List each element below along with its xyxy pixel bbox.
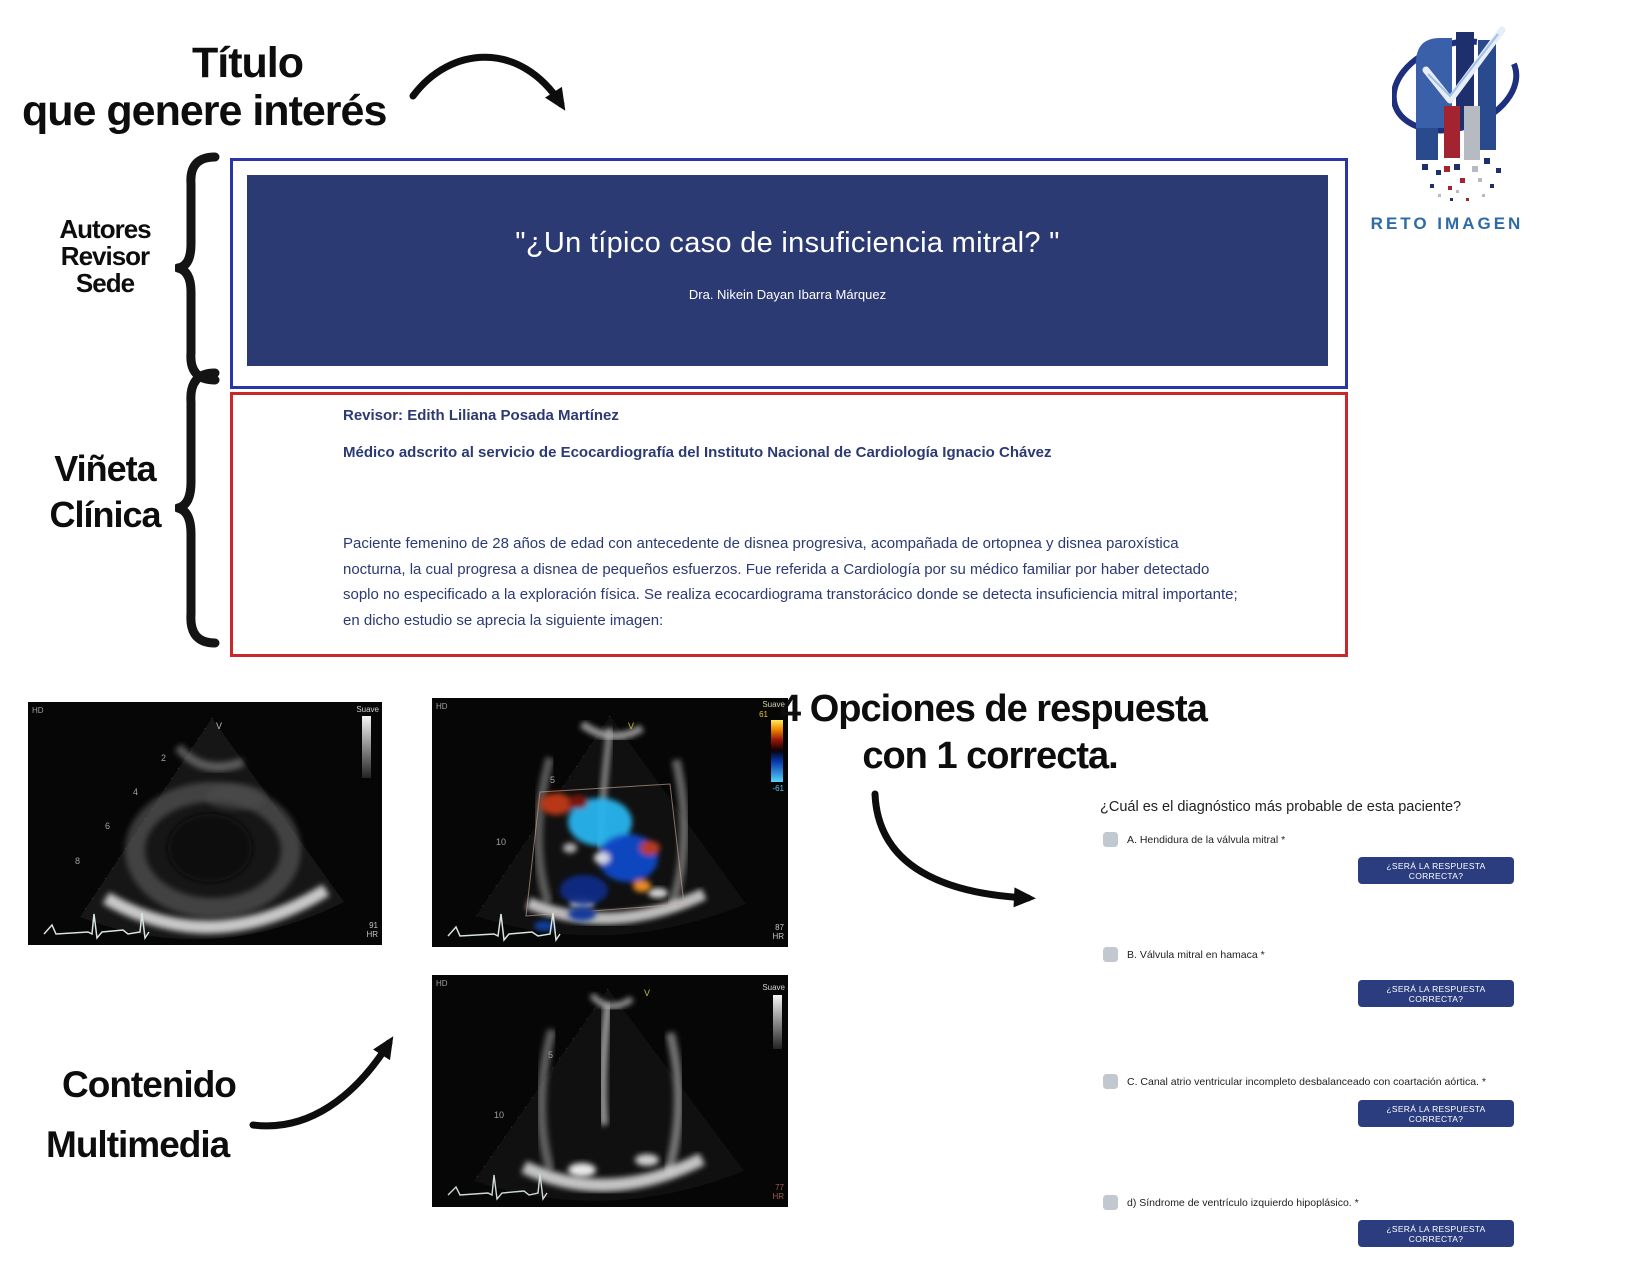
arrow-to-multimedia-icon xyxy=(243,1005,418,1140)
checkbox[interactable] xyxy=(1103,947,1118,962)
suave-label: Suave xyxy=(356,705,379,714)
arrow-to-options-icon xyxy=(850,782,1065,917)
reveal-answer-button-b[interactable]: ¿SERÁ LA RESPUESTA CORRECTA? xyxy=(1358,980,1514,1007)
depth-marker: 5 xyxy=(548,1050,554,1060)
brace-authors-icon xyxy=(175,152,223,385)
annotation-options-line1: 4 Opciones de respuesta xyxy=(780,688,1207,730)
hd-label: HD xyxy=(436,702,448,711)
reviewer-line: Revisor: Edith Liliana Posada Martínez xyxy=(343,407,619,424)
quiz-option-c xyxy=(1103,1073,1486,1089)
depth-marker: 10 xyxy=(496,837,507,847)
option-label: B. Válvula mitral en hamaca * xyxy=(1127,949,1265,961)
option-label: C. Canal atrio ventricular incompleto desbalanceado con coartación aórtica. * xyxy=(1127,1076,1486,1088)
quiz-option-a xyxy=(1103,831,1285,847)
scale-min: -61 xyxy=(772,784,784,793)
reveal-answer-button-c[interactable]: ¿SERÁ LA RESPUESTA CORRECTA? xyxy=(1358,1100,1514,1127)
depth-marker: 10 xyxy=(494,1110,505,1120)
option-label: A. Hendidura de la válvula mitral * xyxy=(1127,834,1286,846)
annotation-authors: Autores Revisor Sede xyxy=(59,214,151,298)
ultrasound-sector-2 xyxy=(432,698,788,947)
ultrasound-sector-1 xyxy=(28,702,382,945)
ultrasound-sector-3 xyxy=(432,975,788,1207)
clinical-vignette-box xyxy=(230,392,1348,657)
heart-rate: 77 HR xyxy=(772,1183,784,1201)
depth-marker: 2 xyxy=(161,753,167,763)
v-marker: V xyxy=(644,988,651,998)
heart-rate: 91 HR xyxy=(366,921,378,939)
checkbox[interactable] xyxy=(1103,832,1118,847)
case-title: "¿Un típico caso de insuficiencia mitral? " xyxy=(515,227,1060,259)
echo-image-color-doppler[interactable] xyxy=(432,698,788,947)
echo-image-psax[interactable] xyxy=(28,702,382,945)
title-banner xyxy=(247,175,1328,366)
depth-marker: 6 xyxy=(105,821,111,831)
heart-rate: 87 HR xyxy=(772,923,784,941)
depth-marker: 5 xyxy=(550,775,556,785)
reveal-answer-button-d[interactable]: ¿SERÁ LA RESPUESTA CORRECTA? xyxy=(1358,1220,1514,1247)
hd-label: HD xyxy=(436,979,448,988)
annotation-multimedia-line2: Multimedia xyxy=(46,1124,230,1165)
annotation-vignette: Viñeta Clínica xyxy=(49,448,161,535)
annotation-multimedia-line1: Contenido xyxy=(62,1064,236,1105)
depth-marker: 8 xyxy=(75,856,81,866)
reto-imagen-logo-icon xyxy=(1392,8,1522,213)
scale-max: 61 xyxy=(759,710,768,719)
quiz-question: ¿Cuál es el diagnóstico más probable de esta paciente? xyxy=(1100,799,1462,815)
option-label: d) Síndrome de ventrículo izquierdo hipoplásico. * xyxy=(1127,1197,1359,1209)
reveal-answer-button-a[interactable]: ¿SERÁ LA RESPUESTA CORRECTA? xyxy=(1358,857,1514,884)
quiz-option-b xyxy=(1103,946,1265,962)
v-marker: V xyxy=(216,721,223,731)
checkbox[interactable] xyxy=(1103,1074,1118,1089)
echo-image-apical[interactable] xyxy=(432,975,788,1207)
annotation-title-line2: que genere interés xyxy=(22,87,387,135)
v-marker: V xyxy=(628,721,635,731)
quiz-option-d xyxy=(1103,1194,1359,1210)
depth-marker: 4 xyxy=(133,787,139,797)
case-author: Dra. Nikein Dayan Ibarra Márquez xyxy=(688,287,887,302)
affiliation-line: Médico adscrito al servicio de Ecocardiografía del Instituto Nacional de Cardiología Ignacio Chávez xyxy=(343,444,1052,461)
suave-label: Suave xyxy=(762,983,785,992)
arrow-to-banner-icon xyxy=(395,38,605,153)
annotation-options-line2: con 1 correcta. xyxy=(862,735,1118,777)
logo-wordmark: RETO IMAGEN xyxy=(1370,214,1524,233)
case-description: Paciente femenino de 28 años de edad con antecedente de disnea progresiva, acompañada de ortopnea y disnea paroxística nocturna, la cual progresa a disnea de pequeños esfuerzos. Fue referida a Cardiología por su médico familiar por haber detectado soplo no especificado a la exploración física. Se realiza ecocardiograma transtorácico donde se detecta insuficiencia mitral importante; en dicho estudio se aprecia la siguiente imagen: xyxy=(343,535,1238,629)
annotation-title-line1: Título xyxy=(192,39,304,87)
suave-label: Suave xyxy=(762,700,785,709)
hd-label: HD xyxy=(32,706,44,715)
checkbox[interactable] xyxy=(1103,1195,1118,1210)
